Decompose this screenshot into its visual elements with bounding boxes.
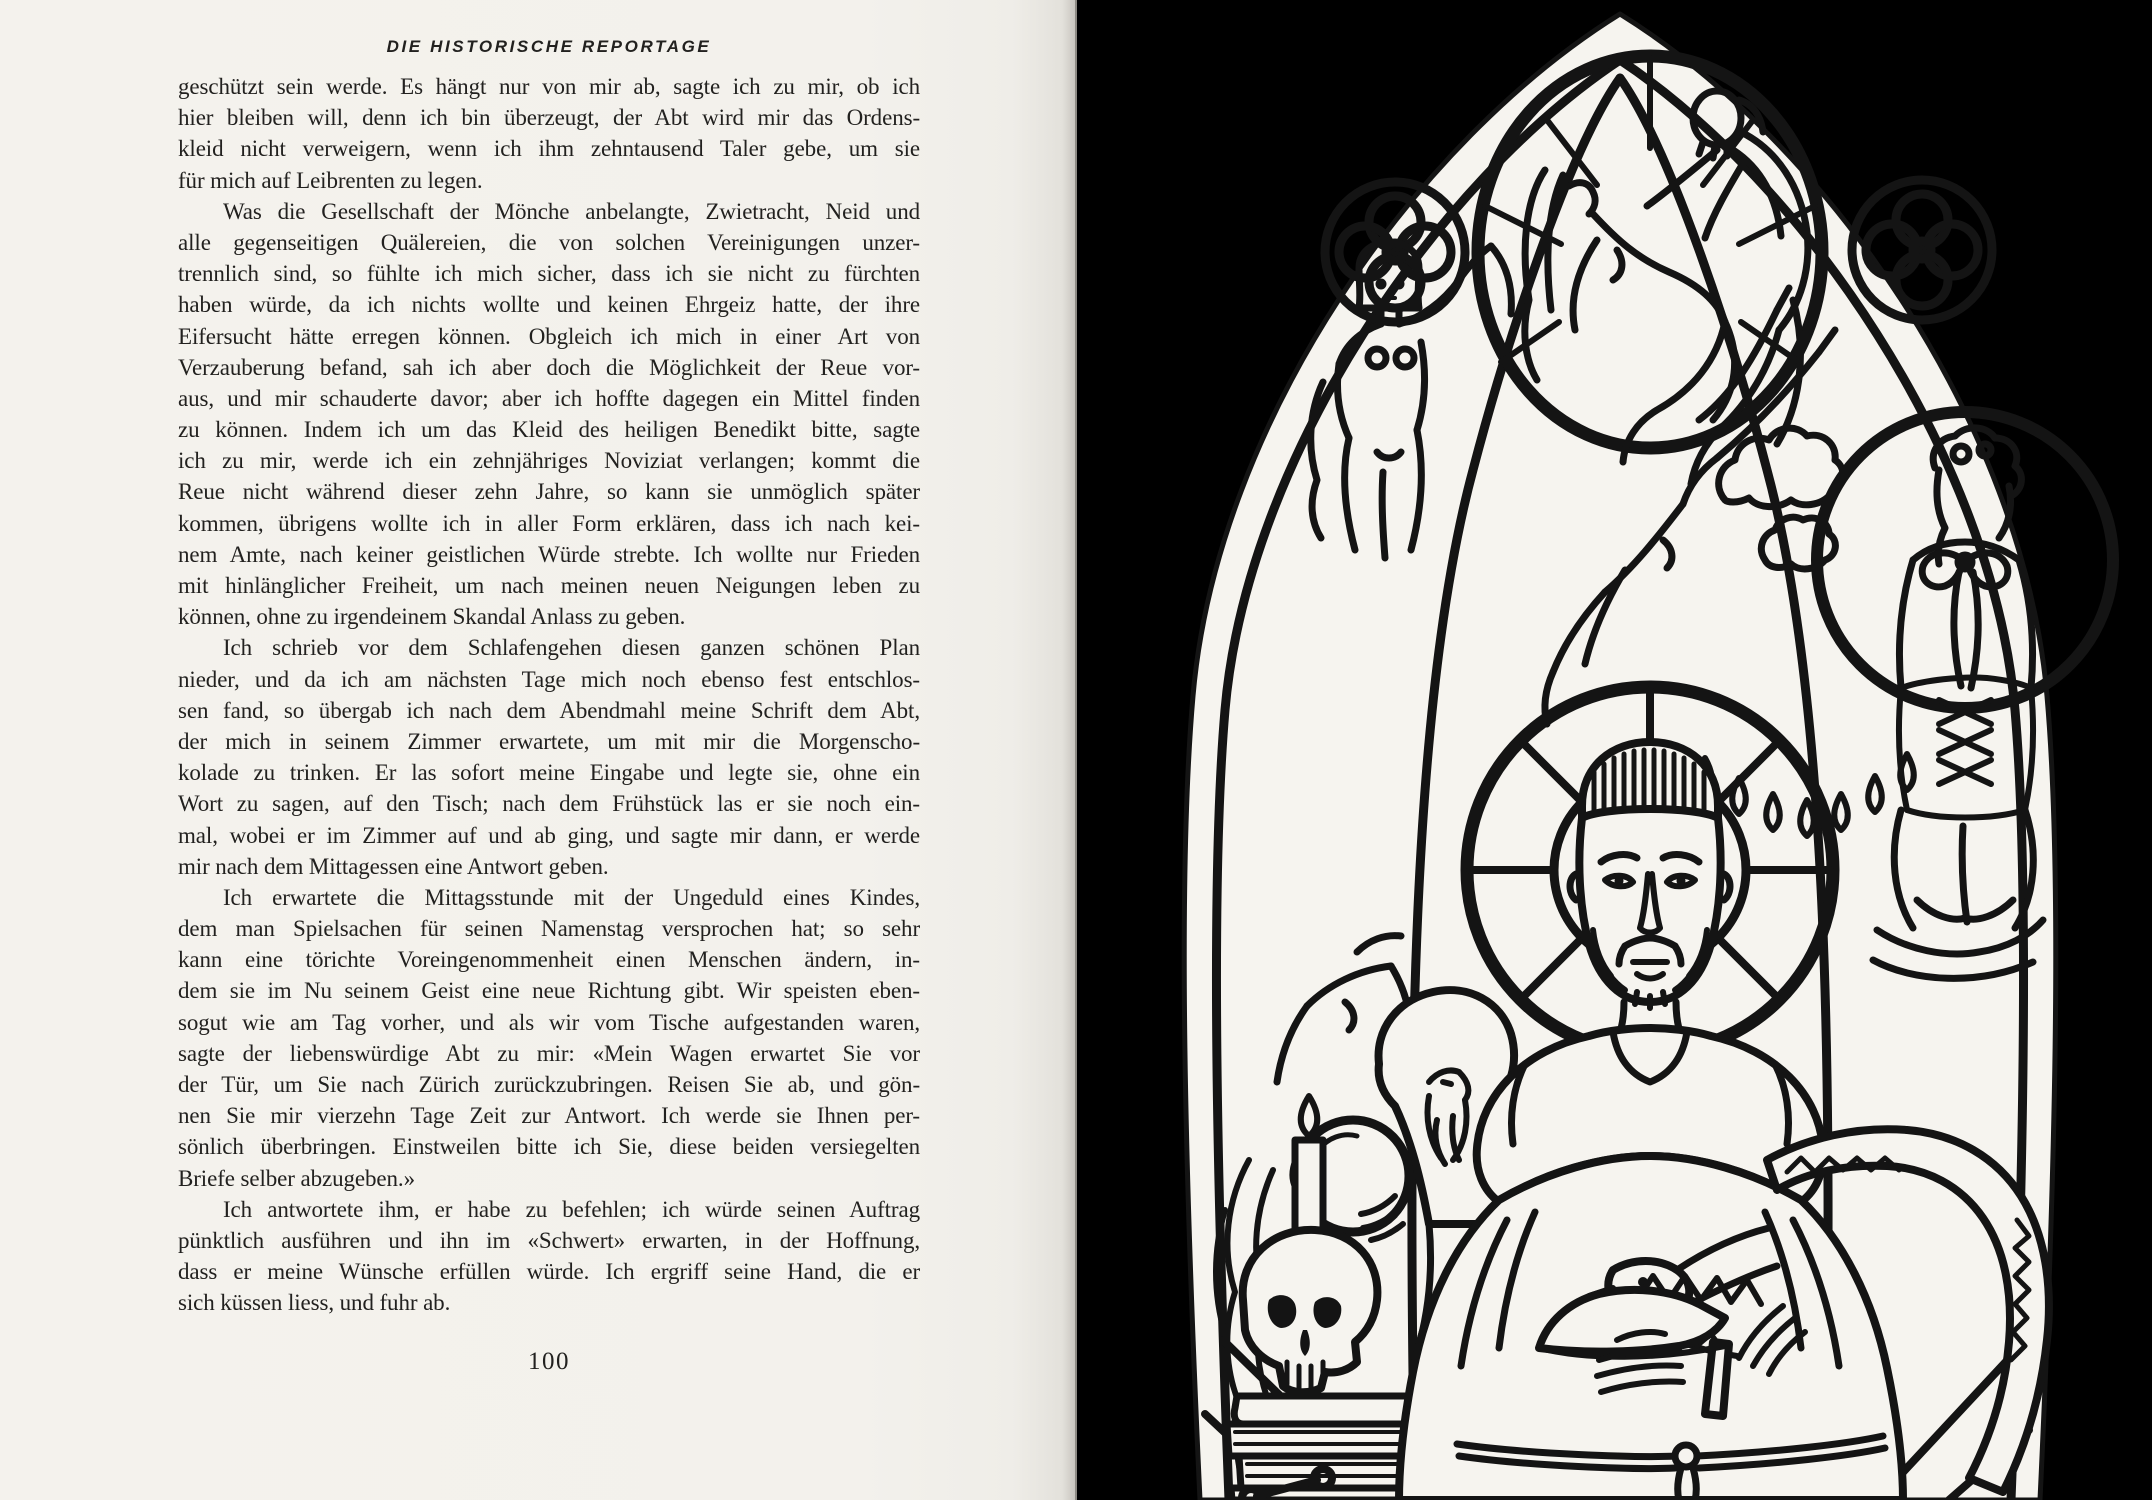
- text-line: sogut wie am Tag vorher, und als wir vom Tische aufgestanden waren,: [178, 1009, 920, 1035]
- text-line: Wort zu sagen, auf den Tisch; nach dem Frühstück las er sie noch ein-: [178, 791, 920, 817]
- text-line: Briefe selber abzugeben.»: [178, 1165, 415, 1191]
- text-line: ich zu mir, werde ich ein zehnjähriges Noviziat verlangen; kommt die: [178, 448, 920, 474]
- right-page: [1077, 0, 2152, 1500]
- text-line: der Tür, um Sie nach Zürich zurückzubringen. Reisen Sie ab, und gön-: [178, 1072, 920, 1097]
- running-head: DIE HISTORISCHE REPORTAGE: [386, 37, 712, 56]
- text-line: kommen, übrigens wollte ich in aller Form erklären, dass ich nach kei-: [178, 510, 920, 536]
- text-line: trennlich sind, so fühlte ich mich sicher, dass ich sie nicht zu fürchten: [178, 261, 920, 287]
- quatrefoil-right: [1852, 180, 1992, 320]
- page-number: 100: [528, 1348, 570, 1375]
- text-line: zu können. Indem ich um das Kleid des heiligen Benedikt bitte, sagte: [178, 417, 920, 443]
- text-line: mit hinlänglicher Freiheit, um nach meinen neuen Neigungen leben zu: [178, 573, 920, 598]
- text-line: nieder, und da ich am nächsten Tage mich noch ebenso fest entschlos-: [178, 666, 920, 692]
- text-line: alle gegenseitigen Quälereien, die von solchen Vereinigungen unzer-: [178, 229, 920, 255]
- text-line: Reue nicht während dieser zehn Jahre, so kann sie unmöglich später: [178, 479, 920, 505]
- stained-glass-illustration: [1077, 0, 2152, 1500]
- text-line: sagte der liebenswürdige Abt zu mir: «Mein Wagen erwartet Sie vor: [178, 1040, 920, 1066]
- text-line: geschützt sein werde. Es hängt nur von mir ab, sagte ich zu mir, ob ich: [178, 74, 920, 99]
- text-line: hier bleiben will, denn ich bin überzeugt, der Abt wird mir das Ordens-: [178, 105, 920, 131]
- text-line: sich küssen liess, und fuhr ab.: [178, 1290, 451, 1316]
- text-line: für mich auf Leibrenten zu legen.: [178, 167, 483, 193]
- text-line: Eifersucht hätte erregen können. Obgleich ich mich in einer Art von: [178, 323, 920, 349]
- text-line: Was die Gesellschaft der Mönche anbelangte, Zwietracht, Neid und: [223, 198, 920, 224]
- text-line: sen fand, so übergab ich nach dem Abendmahl meine Schrift dem Abt,: [178, 697, 920, 723]
- text-line: Ich schrieb vor dem Schlafengehen diesen ganzen schönen Plan: [223, 635, 920, 661]
- text-line: der mich in seinem Zimmer erwartete, um mit mir die Morgenscho-: [178, 728, 920, 754]
- text-line: dem man Spielsachen für seinen Namenstag versprochen hat; so sehr: [178, 916, 920, 942]
- text-line: können, ohne zu irgendeinem Skandal Anlass zu geben.: [178, 604, 686, 630]
- text-line: Verzauberung befand, sah ich aber doch die Möglichkeit der Reue vor-: [178, 354, 920, 380]
- text-line: Ich antwortete ihm, er habe zu befehlen; ich würde seinen Auftrag: [223, 1196, 920, 1222]
- text-line: Ich erwartete die Mittagsstunde mit der Ungeduld eines Kindes,: [223, 884, 920, 910]
- text-line: pünktlich ausführen und ihn im «Schwert» erwarten, in der Hoffnung,: [178, 1227, 920, 1253]
- text-line: nem Amte, nach keiner geistlichen Würde strebte. Ich wollte nur Frieden: [178, 541, 920, 567]
- text-line: aus, und mir schauderte davor; aber ich hoffte dagegen ein Mittel finden: [178, 385, 920, 411]
- text-line: mir nach dem Mittagessen eine Antwort geben.: [178, 853, 609, 879]
- text-line: haben würde, da ich nichts wollte und keinen Ehrgeiz hatte, der ihre: [178, 292, 920, 318]
- text-line: nen Sie mir vierzehn Tage Zeit zur Antwort. Ich werde sie Ihnen per-: [178, 1103, 920, 1129]
- text-line: kann eine törichte Voreingenommenheit einen Menschen ändern, in-: [178, 947, 920, 973]
- body-text: [178, 71, 920, 1319]
- text-line: kleid nicht verweigern, wenn ich ihm zehntausend Taler gebe, um sie: [178, 136, 920, 162]
- text-line: sönlich überbringen. Einstweilen bitte ich Sie, diese beiden versiegelten: [178, 1134, 920, 1160]
- text-line: kolade zu trinken. Er las sofort meine Eingabe und legte sie, ohne ein: [178, 760, 920, 786]
- text-line: dass er meine Wünsche erfüllen würde. Ich ergriff seine Hand, die er: [178, 1259, 920, 1285]
- candle-flame: [1301, 1096, 1318, 1136]
- text-line: dem sie im Nu seinem Geist eine neue Richtung gibt. Wir speisten eben-: [178, 978, 920, 1004]
- text-line: mal, wobei er im Zimmer auf und ab ging, und sagte mir dann, er werde: [178, 822, 920, 848]
